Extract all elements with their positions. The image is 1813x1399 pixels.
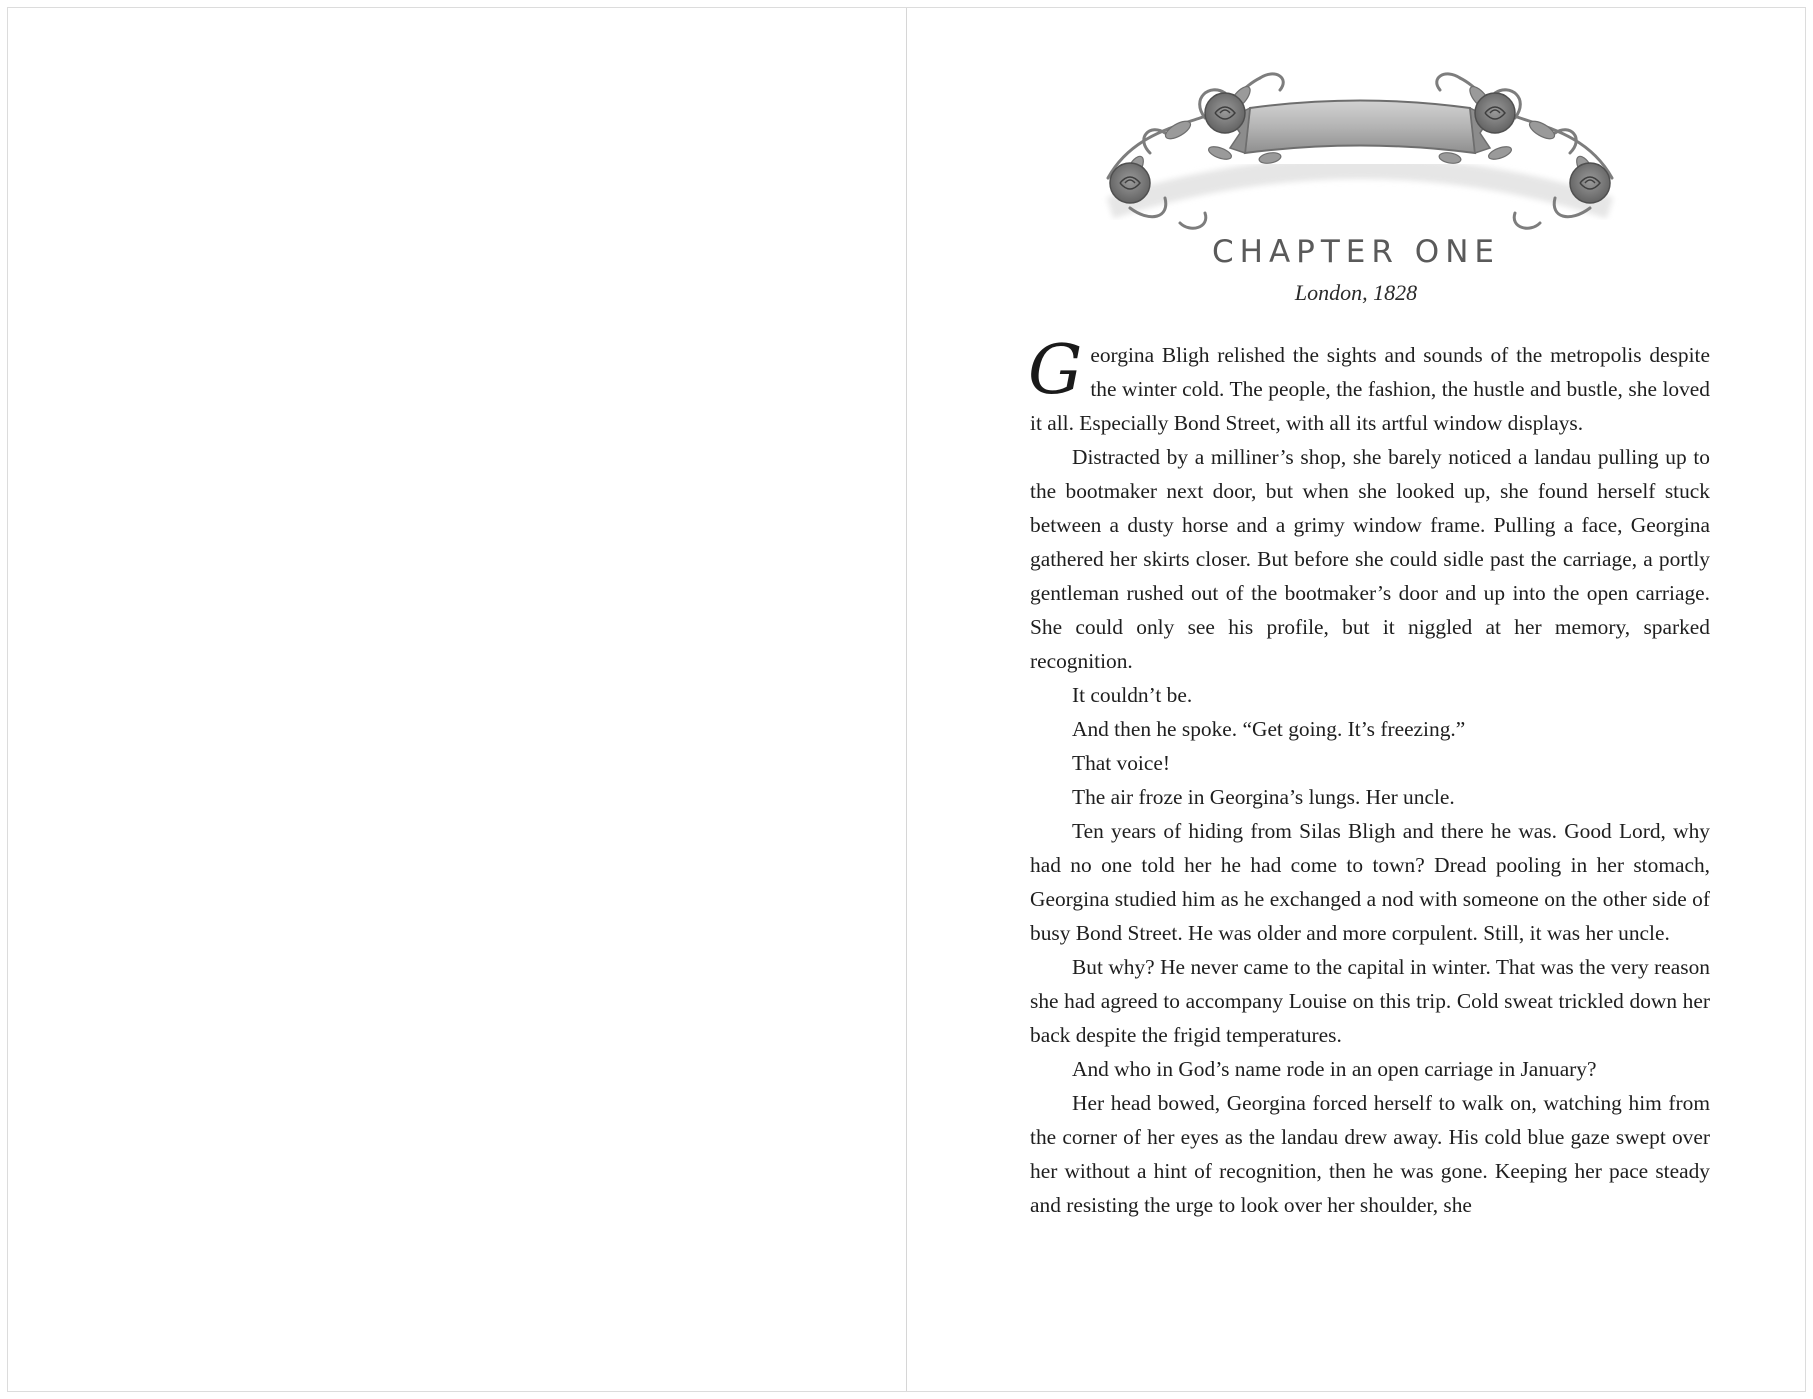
drop-cap: G [1028, 331, 1083, 410]
right-page [907, 8, 1805, 1391]
paragraph-10: Her head bowed, Georgina forced herself to walk on, watching him from the corner of her eyes as the landau drew away. His cold blue gaze swept over her without a hint of recognition, then he was gone. Keeping her pace steady and resisting the urge to look over her shoulder, she [1030, 1091, 1710, 1217]
paragraph-3: It couldn’t be. [1072, 683, 1193, 707]
paragraph-5: That voice! [1072, 751, 1170, 775]
paragraph-1 [1028, 331, 1710, 440]
book-spread [7, 7, 1806, 1392]
paragraph-1-text: eorgina Bligh relished the sights and sounds of the metropolis despite the winter cold. The people, the fashion, the hustle and bustle, she loved it all. Especially Bond Street, with all its artful window displays. [1030, 343, 1710, 435]
paragraph-7: Ten years of hiding from Silas Bligh and there he was. Good Lord, why had no one told her he had come to town? Dread pooling in her stomach, Georgina studied him as he exchanged a nod with someone on the other side of busy Bond Street. He was older and more corpulent. Still, it was her uncle. [1030, 819, 1710, 945]
rose-banner-ornament-icon [1090, 58, 1630, 238]
paragraph-8: But why? He never came to the capital in winter. That was the very reason she had agreed to accompany Louise on this trip. Cold sweat trickled down her back despite the frigid temperatures. [1030, 955, 1710, 1047]
paragraph-2: Distracted by a milliner’s shop, she barely noticed a landau pulling up to the bootmaker next door, but when she looked up, she found herself stuck between a dusty horse and a grimy window frame. Pulling a face, Georgina gathered her skirts closer. But before she could sidle past the carriage, a portly gentleman rushed out of the bootmaker’s door and up into the open carriage. She could only see his profile, but it niggled at her memory, sparked recognition. [1030, 445, 1710, 673]
left-page-blank [8, 8, 906, 1391]
paragraph-9: And who in God’s name rode in an open carriage in January? [1072, 1057, 1597, 1081]
chapter-subtitle: London, 1828 [1294, 280, 1418, 305]
chapter-title: CHAPTER ONE [1212, 234, 1500, 270]
chapter-body [1028, 331, 1710, 1222]
paragraph-6: The air froze in Georgina’s lungs. Her uncle. [1072, 785, 1455, 809]
paragraph-4: And then he spoke. “Get going. It’s freezing.” [1072, 717, 1466, 741]
